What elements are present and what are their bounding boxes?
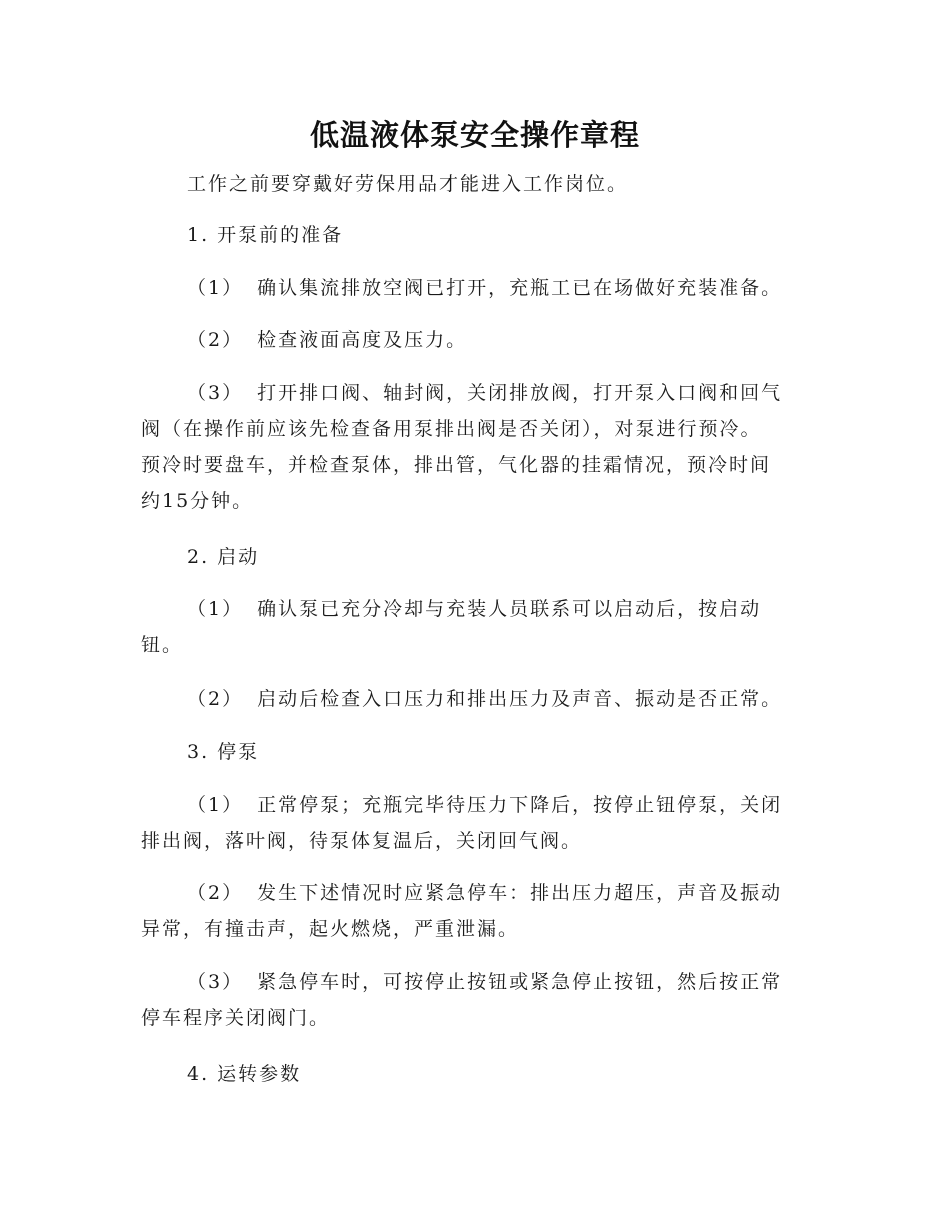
section-heading-4: 4. 运转参数 [187,1063,302,1085]
item-text: 正常停泵；充瓶完毕待压力下降后，按停止钮停泵，关闭 [257,794,783,816]
list-item [141,322,801,358]
intro-paragraph [141,166,801,202]
item-text: 阀（在操作前应该先检查备用泵排出阀是否关闭），对泵进行预冷。 [141,418,762,440]
item-text: 钮。 [141,634,184,656]
item-text: 预冷时要盘车，并检查泵体，排出管，气化器的挂霜情况，预冷时间 [141,454,772,476]
item-marker: （3） [187,971,244,993]
list-item [141,875,801,947]
list-item [141,681,801,717]
item-text: 确认集流排放空阀已打开，充瓶工已在场做好充装准备。 [257,277,783,299]
section-heading-1: 1. 开泵前的准备 [187,224,344,246]
item-text: 约15分钟。 [141,490,254,512]
list-item [141,787,801,859]
section-heading-3: 3. 停泵 [187,741,260,763]
item-text: 停车程序关闭阀门。 [141,1007,331,1029]
item-text: 发生下述情况时应紧急停车：排出压力超压，声音及振动 [257,882,783,904]
item-marker: （2） [187,329,244,351]
section-heading-2: 2. 启动 [187,546,260,568]
item-text: 确认泵已充分冷却与充装人员联系可以启动后，按启动 [257,598,762,620]
list-item [141,591,801,663]
item-text: 启动后检查入口压力和排出压力及声音、振动是否正常。 [257,688,783,710]
item-marker: （1） [187,598,244,620]
list-item [141,964,801,1036]
item-text: 排出阀，落叶阀，待泵体复温后，关闭回气阀。 [141,830,583,852]
item-marker: （2） [187,688,244,710]
item-marker: （1） [187,794,244,816]
intro-text: 工作之前要穿戴好劳保用品才能进入工作岗位。 [187,173,629,195]
list-item [141,270,801,306]
item-marker: （2） [187,882,244,904]
item-marker: （3） [187,382,244,404]
item-marker: （1） [187,277,244,299]
item-text: 打开排口阀、轴封阀，关闭排放阀，打开泵入口阀和回气 [257,382,783,404]
document-title: 低温液体泵安全操作章程 [309,118,640,152]
list-item [141,375,801,519]
item-text: 紧急停车时，可按停止按钮或紧急停止按钮，然后按正常 [257,971,783,993]
item-text: 异常，有撞击声，起火燃烧，严重泄漏。 [141,918,520,940]
item-text: 检查液面高度及压力。 [257,329,468,351]
